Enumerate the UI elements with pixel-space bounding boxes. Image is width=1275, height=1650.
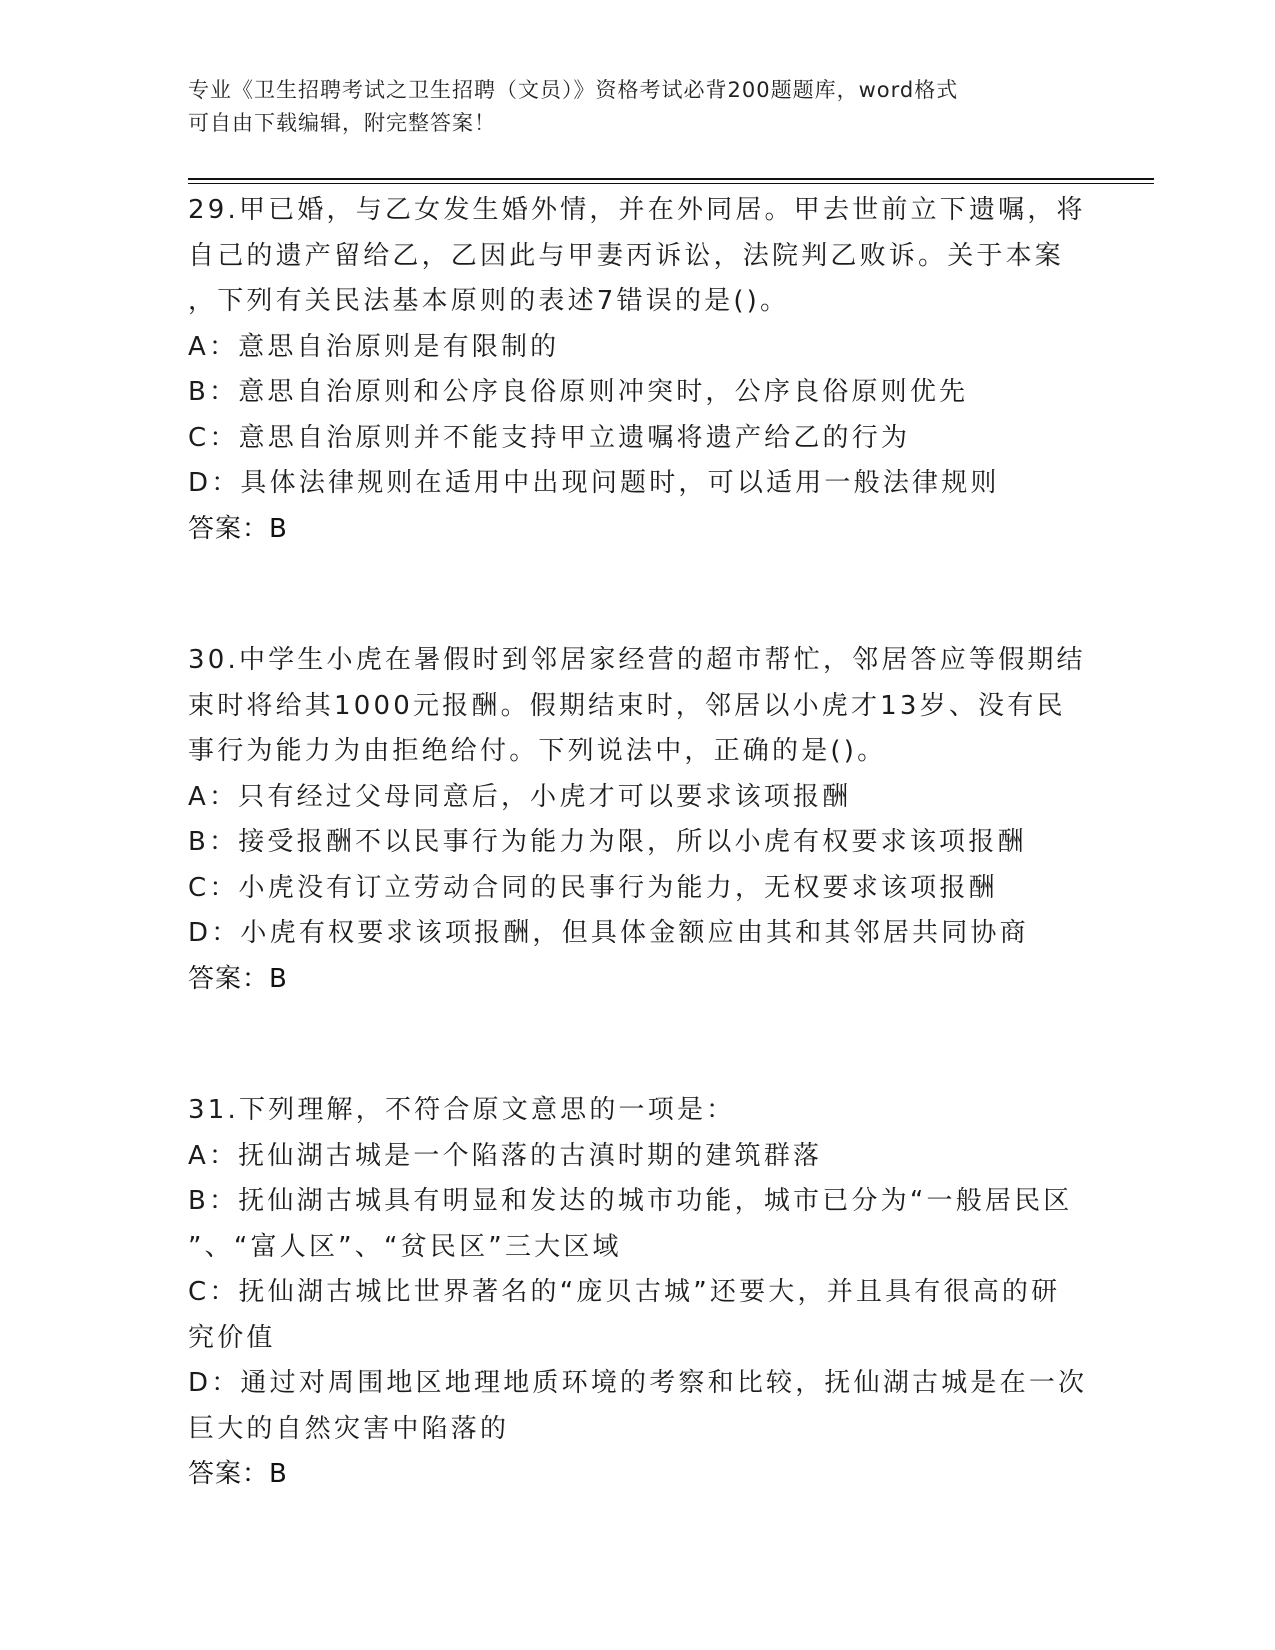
question-list [188,188,1088,1498]
question-31 [188,1088,1088,1498]
option-c: C：抚仙湖古城比世界著名的“庞贝古城”还要大，并且具有很高的研 [188,1277,1061,1307]
answer-label: 答案：B [188,963,288,994]
question-29 [188,188,1088,552]
option-a: A：只有经过父母同意后，小虎才可以要求该项报酬 [188,781,852,812]
question-30 [188,638,1088,1002]
option-b: B：接受报酬不以民事行为能力为限，所以小虎有权要求该项报酬 [188,827,1027,857]
option-c-continued: 究价值 [188,1322,276,1353]
option-b: B：意思自治原则和公序良俗原则冲突时，公序良俗原则优先 [188,377,969,407]
question-text-line: 束时将给其1000元报酬。假期结束时，邻居以小虎才13岁、没有民 [188,690,1066,721]
question-text-line: 自己的遗产留给乙，乙因此与甲妻丙诉讼，法院判乙败诉。关于本案 [188,240,1065,271]
header-divider-thick [188,178,1154,180]
question-text-line: 31.下列理解，不符合原文意思的一项是： [188,1095,736,1125]
question-text-line: 30.中学生小虎在暑假时到邻居家经营的超市帮忙，邻居答应等假期结 [188,645,1086,675]
question-text-line: 29.甲已婚，与乙女发生婚外情，并在外同居。甲去世前立下遗嘱，将 [188,195,1086,225]
option-d: D：小虎有权要求该项报酬，但具体金额应由其和其邻居共同协商 [188,918,1029,948]
option-c: C：意思自治原则并不能支持甲立遗嘱将遗产给乙的行为 [188,422,911,453]
question-spacer [188,1002,1088,1088]
header-divider-thin [188,183,1154,184]
header-line: 专业《卫生招聘考试之卫生招聘（文员）》资格考试必背200题题库，word格式 [188,78,959,102]
option-b: B：抚仙湖古城具有明显和发达的城市功能，城市已分为“一般居民区 [188,1186,1073,1216]
document-header [188,74,1068,140]
question-text-line: ，下列有关民法基本原则的表述7错误的是()。 [188,286,790,316]
option-d: D：具体法律规则在适用中出现问题时，可以适用一般法律规则 [188,468,1000,498]
option-b-continued: ”、“富人区”、“贫民区”三大区域 [188,1231,622,1262]
answer-label: 答案：B [188,513,288,544]
question-spacer [188,552,1088,638]
option-d: D：通过对周围地区地理地质环境的考察和比较，抚仙湖古城是在一次 [188,1368,1088,1398]
option-c: C：小虎没有订立劳动合同的民事行为能力，无权要求该项报酬 [188,872,998,903]
option-a: A：抚仙湖古城是一个陷落的古滇时期的建筑群落 [188,1140,823,1171]
header-line: 可自由下载编辑，附完整答案！ [188,111,496,135]
option-a: A：意思自治原则是有限制的 [188,331,560,362]
question-text-line: 事行为能力为由拒绝给付。下列说法中，正确的是()。 [188,736,887,766]
answer-label: 答案：B [188,1459,288,1489]
option-d-continued: 巨大的自然灾害中陷落的 [188,1413,510,1444]
